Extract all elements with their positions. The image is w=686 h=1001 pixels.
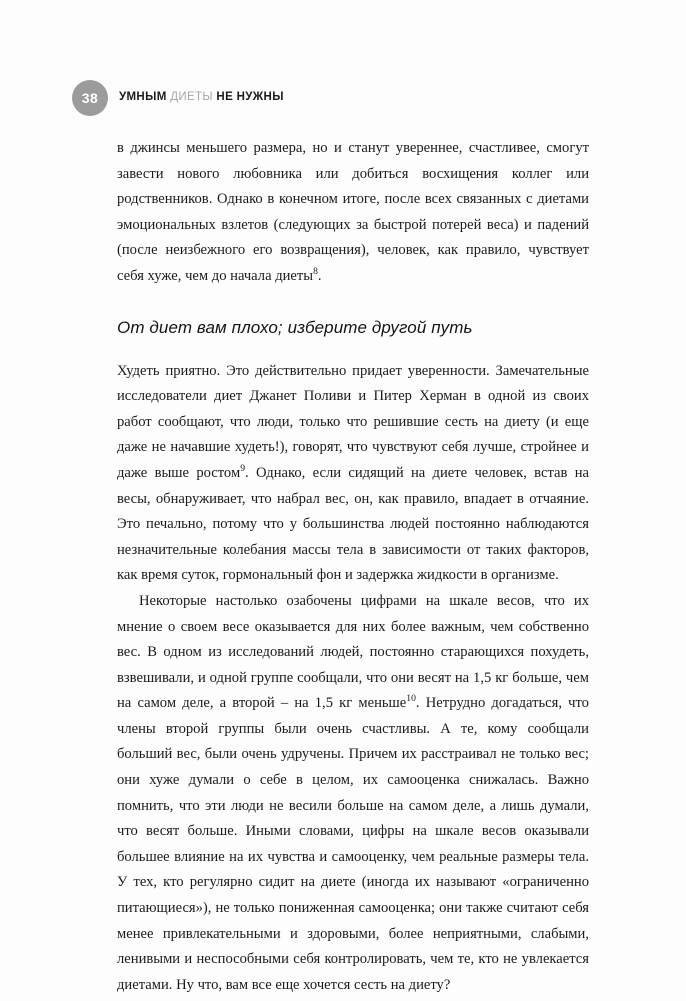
paragraph-3-text-b: . Нетрудно догадаться, что члены второй группы были очень счастливы. А те, кому сообщали больший вес, были очень удручены. Причем их расстраивал не только вес; они хуже думали о себе в целом, их самооценка снижалась. Важно помнить, что эти люди не весили больше на самом деле, а лишь думали, что весят больше. Иными словами, цифры на шкале весов оказывали большее влияние на их чувства и самооценку, чем реальные размеры тела. У тех, кто регулярно сидит на диете (иногда их называют «ограниченно питающиеся»), не только пониженная самооценка; они также считают себя менее привлекательными и здоровыми, более неприятными, слабыми, ленивыми и неспособными себя контролировать, чем те, кто не увлекается диетами. Ну что, вам все еще хочется сесть на диету? [117, 695, 589, 993]
paragraph-1-tail: . [317, 267, 322, 284]
paragraph-continued [117, 136, 589, 290]
footnote-marker-9: 9 [240, 463, 245, 475]
page-number: 38 [81, 90, 99, 106]
section-heading-block [117, 290, 589, 359]
paragraph-3 [117, 589, 589, 999]
paragraph-2 [117, 359, 589, 589]
running-head [72, 80, 284, 116]
paragraph-2-text-a: Худеть приятно. Это действительно придает уверенности. Замечательные исследователи диет Джанет Поливи и Питер Херман в одной из своих работ сообщают, что люди, только что решившие сесть на диету (и еще даже не начавшие худеть!), говорят, что чувствуют себя лучше, стройнее и даже выше ростом [117, 362, 589, 481]
text-column [117, 136, 589, 998]
paragraph-3-text-a: Некоторые настолько озабочены цифрами на шкале весов, что их мнение о своем весе оказывается для них более важным, чем собственно вес. В одном из исследований людей, постоянно старающихся похудеть, взвешивали, и одной группе сообщали, что они весят на 1,5 кг больше, чем на самом деле, а второй – на 1,5 кг меньше [117, 592, 589, 712]
paragraph-1-text: в джинсы меньшего размера, но и станут увереннее, счастливее, смогут завести нового любовника или добиться восхищения коллег или родственников. Однако в конечном итоге, после всех связанных с диетами эмоциональных взлетов (следующих за быстрой потерей веса) и падений (после неизбежного его возвращения), человек, как правило, чувствует себя хуже, чем до начала диеты [117, 140, 589, 284]
running-head-word-1: УМНЫМ [119, 91, 167, 104]
running-head-title [119, 92, 284, 104]
section-heading: От диет вам плохо; изберите другой путь [117, 317, 473, 337]
footnote-marker-8: 8 [313, 266, 318, 278]
running-head-word-2: ДИЕТЫ [170, 91, 213, 104]
footnote-marker-10: 10 [406, 693, 416, 705]
paragraph-2-text-b: . Однако, если сидящий на диете человек, встав на весы, обнаруживает, что набрал вес, он, как правило, впадает в отчаяние. Это печально, потому что у большинства людей постоянно наблюдаются незначительные колебания массы тела в зависимости от таких факторов, как время суток, гормональный фон и задержка жидкости в организме. [117, 464, 589, 584]
page-number-badge [72, 80, 108, 116]
running-head-word-3: НЕ НУЖНЫ [216, 91, 284, 104]
